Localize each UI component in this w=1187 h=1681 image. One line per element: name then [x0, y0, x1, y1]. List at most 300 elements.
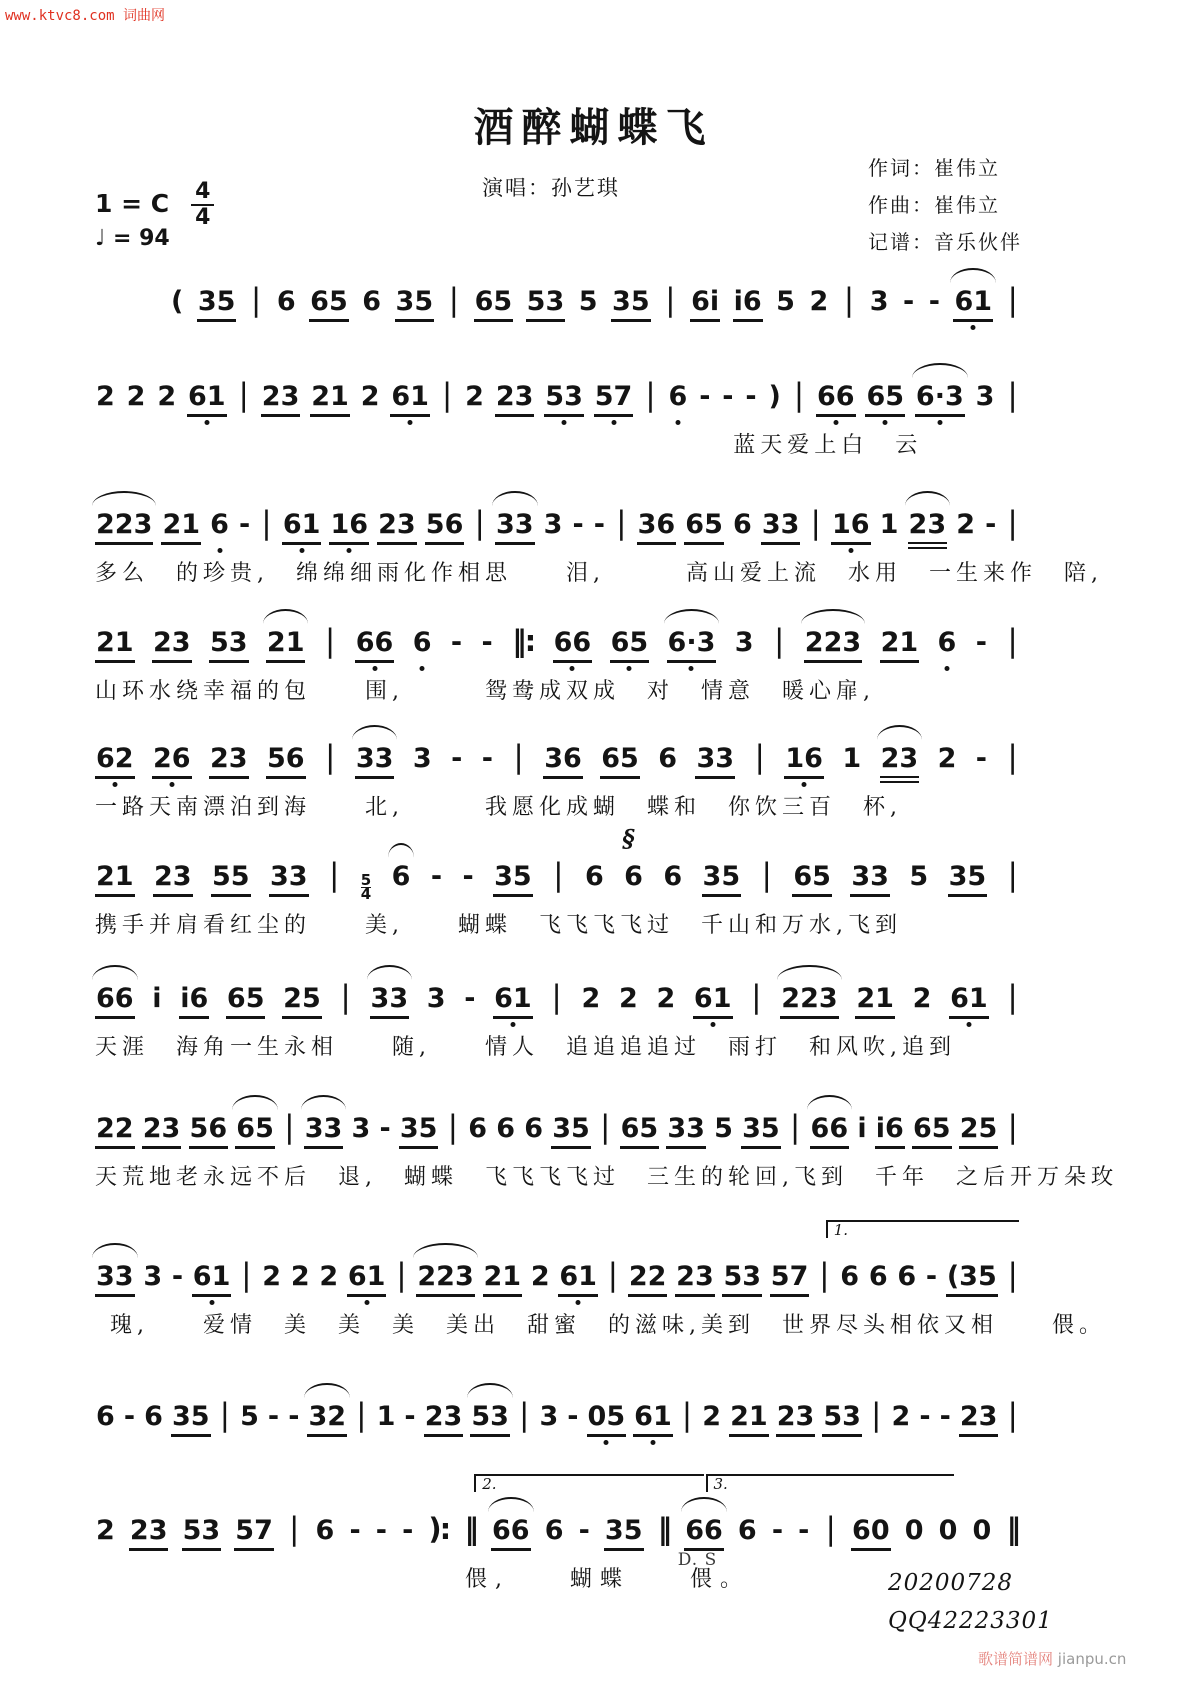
note-token: 6 [584, 861, 604, 892]
note-token: 6 [624, 861, 643, 892]
note-token: 53 [722, 1260, 762, 1297]
note-token: 223 [780, 982, 838, 1019]
note-token: 22 [628, 1260, 668, 1297]
barline: | [553, 857, 564, 893]
credits-block [868, 150, 1022, 261]
note-token: 2 [656, 983, 676, 1014]
note-token: 3 [975, 381, 995, 412]
note-token: 66 [816, 380, 856, 417]
barline: | [843, 282, 855, 318]
notes-row [95, 378, 1020, 417]
lyrics-line: 一路天南漂泊到海 北, 我愿化成蝴 蝶和 你饮三百 杯, [95, 795, 902, 820]
note-token: 23 [261, 380, 301, 417]
note-token: 33 [355, 742, 395, 779]
barline: | [551, 979, 562, 1015]
note-token: 21 [161, 508, 201, 545]
note-token: - [450, 627, 463, 658]
note-token: 35 [551, 1112, 591, 1149]
note-token: 5 [240, 1401, 259, 1432]
note-token: - [379, 1113, 391, 1144]
note-token: 3 [426, 983, 446, 1014]
barline: | [1007, 505, 1018, 541]
note-token: 5 [909, 861, 929, 892]
note-token: 2 [891, 1401, 911, 1432]
note-token: 2 [96, 1515, 115, 1546]
note-token: - [451, 743, 463, 774]
note-token: 35 [395, 285, 435, 322]
note-token: 16 [831, 508, 871, 545]
note-token: - [798, 1515, 810, 1546]
note-token: 2 [262, 1261, 282, 1292]
barline: | [751, 979, 762, 1015]
barline: | [396, 1257, 407, 1293]
note-token: 56 [266, 742, 306, 779]
note-token: 5 [578, 286, 598, 317]
barline: | [241, 1257, 252, 1293]
tempo-marking: ♩ = 94 [95, 226, 170, 251]
lyrics-line: 蓝天爱上白 云 [733, 433, 923, 458]
note-token: 35 [611, 285, 651, 322]
music-system-11 [95, 1475, 1020, 1612]
note-token: 5 4 [360, 871, 372, 903]
note-token: 61 [953, 285, 993, 322]
note-token: 36 [637, 508, 677, 545]
note-token: 65 [792, 860, 832, 897]
note-token: i6 [179, 982, 209, 1019]
barline: ‖ [1006, 1512, 1019, 1546]
note-token: i [857, 1113, 867, 1144]
note-token: 35 [399, 1112, 439, 1149]
note-token: 2 [912, 983, 932, 1014]
music-system-4 [95, 624, 1020, 724]
note-token: 6 [96, 1401, 115, 1432]
note-token: 33 [95, 1260, 135, 1297]
barline: | [871, 1397, 882, 1433]
note-token: 6 [276, 286, 296, 317]
transcriber-credit: 记谱：音乐伙伴 [868, 230, 1022, 254]
note-token: 2 [360, 381, 380, 412]
barline: ‖ [464, 1512, 477, 1546]
note-token: 57 [770, 1260, 810, 1297]
note-token: 3 [539, 1401, 559, 1432]
note-token: 33 [370, 982, 410, 1019]
note-token: 65 [865, 380, 905, 417]
barline: | [665, 282, 676, 318]
note-token: - [925, 1261, 938, 1292]
note-token: 61 [558, 1260, 598, 1297]
barline: | [681, 1397, 693, 1433]
note-token: - [349, 1515, 361, 1546]
note-token: 16 [784, 742, 824, 779]
note-token: 33 [761, 508, 801, 545]
note-token: 66 [491, 1514, 531, 1551]
note-token: 2 [581, 983, 601, 1014]
note-token: - [722, 381, 734, 412]
volta-bracket: 1. [826, 1220, 1019, 1238]
note-token: 65 [620, 1112, 660, 1149]
note-token: 23 [424, 1400, 464, 1437]
barline: | [474, 505, 485, 541]
note-token: 2 [126, 381, 146, 412]
note-token: ( [171, 286, 184, 317]
lyrics-line: 天涯 海角一生永相 随, 情人 追追追追过 雨打 和风吹,追到 [95, 1035, 956, 1060]
note-token: - [171, 1261, 184, 1292]
note-token: 0 [972, 1515, 992, 1546]
note-token: 6 [544, 1515, 564, 1546]
note-token: 61 [493, 982, 533, 1019]
note-token: - [288, 1401, 300, 1432]
note-token: - [578, 1515, 590, 1546]
barline: | [328, 857, 340, 893]
notes-row [95, 624, 1020, 663]
note-token: 21 [855, 982, 895, 1019]
note-token: 53 [822, 1400, 862, 1437]
note-token: 6 [524, 1113, 544, 1144]
barline: | [324, 623, 336, 659]
note-token: 6 [937, 627, 957, 658]
note-token: 23 [153, 860, 193, 897]
note-token: 223 [804, 626, 862, 663]
note-token: i6 [733, 285, 763, 322]
note-token: 1 [879, 509, 899, 540]
note-token: 23 [377, 508, 417, 545]
barline: | [599, 1109, 611, 1145]
barline: | [288, 1511, 300, 1547]
lyrics-line: 多么 的珍贵, 绵绵细雨化作相思 泪, 高山爱上流 水用 一生来作 陪, [95, 561, 1103, 586]
note-token: 23 [776, 1400, 816, 1437]
note-token: 2 [937, 743, 957, 774]
note-token: - [975, 627, 987, 658]
barline: | [754, 739, 765, 775]
barline: | [1007, 282, 1018, 318]
note-token: 6i [690, 285, 720, 322]
note-token: 25 [959, 1112, 999, 1149]
notes-row [95, 506, 1020, 549]
footer-site-watermark: 歌谱简谱网 jianpu.cn [978, 1650, 1127, 1668]
barline: | [773, 623, 785, 659]
note-token: 66 [553, 626, 593, 663]
note-token: 65 [235, 1112, 275, 1149]
notes-row [170, 283, 1020, 322]
note-token: 56 [425, 508, 465, 545]
note-token: 6 [737, 1515, 757, 1546]
composer-credit: 作曲：崔伟立 [868, 193, 1000, 217]
note-token: - [238, 509, 251, 540]
note-token: 61 [187, 380, 227, 417]
notes-row [95, 1512, 1020, 1551]
note-token: 23 [675, 1260, 715, 1297]
note-token: 61 [282, 508, 322, 545]
note-token: ) [768, 381, 781, 412]
barline: | [284, 1109, 295, 1145]
barline: | [261, 505, 272, 541]
notes-row [95, 1110, 1020, 1149]
note-token: - [481, 743, 493, 774]
note-token: 2 [809, 286, 829, 317]
lyricist-credit: 作词：崔伟立 [868, 156, 1000, 180]
note-token: 6 [663, 861, 683, 892]
note-token: 0 [904, 1515, 924, 1546]
note-token: - [939, 1401, 951, 1432]
note-token: 21 [310, 380, 350, 417]
barline: | [1007, 623, 1018, 659]
barline: | [819, 1257, 830, 1293]
note-token: 2 [290, 1261, 310, 1292]
barline: | [238, 377, 249, 413]
note-token: 16 [329, 508, 369, 545]
note-token: i [152, 983, 162, 1014]
music-system-5 [95, 740, 1020, 840]
barline: | [356, 1397, 367, 1433]
note-token: 1 [842, 743, 862, 774]
key-signature: 1 = C $\frac{4}{4}$ [95, 180, 214, 230]
footer-site-domain: jianpu.cn [1057, 1650, 1127, 1668]
note-token: 223 [416, 1260, 474, 1297]
note-token: 6 [412, 627, 432, 658]
barline: | [219, 1397, 231, 1433]
note-token: 23 [142, 1112, 182, 1149]
music-system-3 [95, 505, 1103, 606]
barline: | [1007, 1397, 1018, 1433]
barline: ‖ [657, 1512, 671, 1546]
note-token: 32 [307, 1400, 347, 1437]
note-token: 1 [376, 1401, 396, 1432]
time-signature: $\frac{4}{4}$ [191, 180, 214, 230]
music-system-7 [95, 980, 1020, 1080]
note-token: 6 [658, 743, 678, 774]
note-token: 21 [95, 626, 135, 663]
note-token: 65 [600, 742, 640, 779]
note-token: 3 [543, 509, 563, 540]
note-token: 2 [530, 1261, 550, 1292]
barline: | [448, 282, 460, 318]
note-token: 2 [618, 983, 638, 1014]
note-token: (35 [946, 1260, 998, 1297]
note-token: 61 [633, 1400, 673, 1437]
note-token: 223 [95, 508, 153, 545]
note-token: 60 [851, 1514, 891, 1551]
note-token: 61 [347, 1260, 387, 1297]
barline: | [607, 1257, 619, 1293]
note-token: 53 [526, 285, 566, 322]
note-token: 21 [95, 860, 135, 897]
note-token: 6 [315, 1515, 335, 1546]
barline: | [441, 377, 453, 413]
lyrics-line: 天荒地老永远不后 退, 蝴蝶 飞飞飞飞过 三生的轮回,飞到 千年 之后开万朵玫 [95, 1165, 1118, 1190]
note-token: - [699, 381, 711, 412]
note-token: 61 [192, 1260, 232, 1297]
barline: | [1007, 1257, 1018, 1293]
note-token: 23 [209, 742, 249, 779]
footer-qq-number: QQ42223301 [888, 1608, 1053, 1634]
note-token: 6 [668, 381, 688, 412]
note-token: 65 [912, 1112, 952, 1149]
lyrics-line: 瑰, 爱情 美 美 美 美出 甜蜜 的滋味,美到 世界尽头相依又相 偎。 [110, 1313, 1106, 1338]
note-token: 57 [594, 380, 634, 417]
note-token: 23 [959, 1400, 999, 1437]
music-system-8 [95, 1109, 1118, 1210]
note-token: 66 [355, 626, 395, 663]
notes-row [95, 740, 1020, 783]
note-token: 33 [304, 1112, 344, 1149]
volta-bracket: 3. [706, 1474, 955, 1492]
note-token: 6 [210, 509, 229, 540]
note-token: 3 [143, 1261, 163, 1292]
barline: | [825, 1511, 836, 1547]
note-token: - [123, 1401, 136, 1432]
note-token: 53 [470, 1400, 510, 1437]
note-token: 6 [391, 861, 411, 892]
note-token: 3 [734, 627, 754, 658]
note-token: 65 [309, 285, 349, 322]
notes-row [95, 1398, 1020, 1437]
barline: | [1007, 739, 1018, 775]
barline: | [1007, 377, 1018, 413]
barline: | [325, 739, 336, 775]
barline: | [789, 1109, 801, 1145]
note-token: 2 [956, 509, 975, 540]
note-token: 66 [684, 1514, 724, 1551]
note-token: - [462, 861, 474, 892]
barline: ): [428, 1512, 450, 1546]
note-token: - [267, 1401, 280, 1432]
note-token: 53 [209, 626, 249, 663]
note-token: 33 [495, 508, 535, 545]
note-token: - [404, 1401, 416, 1432]
note-token: - [593, 509, 606, 540]
barline: ‖: [512, 624, 535, 658]
barline: | [810, 505, 821, 541]
site-watermark: www.ktvc8.com 词曲网 [5, 8, 166, 24]
note-token: 3 [412, 743, 432, 774]
segno-mark: § [622, 824, 635, 853]
note-token: 35 [741, 1112, 781, 1149]
music-system-9 [95, 1221, 1106, 1358]
note-token: - [464, 983, 476, 1014]
barline: | [447, 1109, 459, 1145]
notes-row [95, 858, 1020, 901]
notes-row [95, 1258, 1020, 1297]
note-token: - [572, 509, 584, 540]
note-token: 21 [266, 626, 306, 663]
note-token: 66 [95, 982, 135, 1019]
note-token: 25 [282, 982, 322, 1019]
note-token: 23 [880, 742, 920, 783]
note-token: 26 [152, 742, 192, 779]
note-token: 33 [666, 1112, 706, 1149]
lyrics-line: 偎, 蝴蝶 偎。 [465, 1567, 750, 1592]
note-token: 53 [544, 380, 584, 417]
note-token: 2 [465, 381, 484, 412]
note-token: 2 [702, 1401, 722, 1432]
note-token: 21 [729, 1400, 769, 1437]
note-token: 23 [495, 380, 535, 417]
barline: | [645, 377, 656, 413]
note-token: 62 [95, 742, 135, 779]
note-token: - [985, 509, 997, 540]
note-token: 5 [776, 286, 795, 317]
note-token: 65 [610, 626, 650, 663]
note-token: 36 [543, 742, 583, 779]
barline: | [513, 739, 524, 775]
note-token: 23 [152, 626, 192, 663]
note-token: 22 [95, 1112, 135, 1149]
song-title: 酒醉蝴蝶飞 [473, 105, 714, 151]
note-token: 6 [840, 1261, 860, 1292]
note-token: - [919, 1401, 931, 1432]
note-token: - [745, 381, 757, 412]
note-token: 23 [908, 508, 948, 549]
note-token: 05 [587, 1400, 627, 1437]
note-token: 66 [810, 1112, 850, 1149]
note-token: 57 [234, 1514, 274, 1551]
barline: | [1007, 857, 1018, 893]
note-token: 33 [850, 860, 890, 897]
note-token: 6 [144, 1401, 163, 1432]
note-token: 6 [868, 1261, 888, 1292]
music-system-6 [95, 824, 1020, 958]
barline: | [250, 282, 262, 318]
note-token: 61 [949, 982, 989, 1019]
volta-bracket: 2. [474, 1474, 704, 1492]
note-token: 2 [157, 381, 177, 412]
barline: | [793, 377, 805, 413]
note-token: 65 [474, 285, 514, 322]
note-token: - [903, 286, 915, 317]
note-token: 65 [684, 508, 724, 545]
lyrics-line: 山环水绕幸福的包 围, 鸳鸯成双成 对 情意 暖心扉, [95, 679, 875, 704]
note-token: 33 [695, 742, 735, 779]
singer-credit: 演唱：孙艺琪 [482, 176, 620, 200]
note-token: 21 [880, 626, 920, 663]
note-token: 35 [948, 860, 988, 897]
note-token: 6 [362, 286, 382, 317]
barline: | [616, 505, 627, 541]
barline: | [1007, 1109, 1018, 1145]
notes-row [95, 980, 1020, 1019]
note-token: 3 [351, 1113, 371, 1144]
note-token: 65 [226, 982, 266, 1019]
note-token: 21 [483, 1260, 523, 1297]
note-token: 3 [869, 286, 889, 317]
note-token: 56 [189, 1112, 229, 1149]
music-system-2 [95, 378, 1020, 478]
note-token: 6·3 [915, 380, 965, 417]
note-token: 35 [171, 1400, 211, 1437]
note-token: 55 [211, 860, 251, 897]
note-token: 0 [938, 1515, 958, 1546]
barline: | [761, 857, 772, 893]
note-token: 61 [390, 380, 430, 417]
note-token: - [975, 743, 987, 774]
note-token: 5 [714, 1113, 733, 1144]
barline: | [340, 979, 351, 1015]
note-token: 2 [96, 381, 115, 412]
note-token: 35 [197, 285, 237, 322]
note-token: - [928, 286, 940, 317]
note-token: - [430, 861, 443, 892]
barline: | [518, 1397, 530, 1433]
note-token: i6 [875, 1112, 905, 1149]
note-token: 6 [468, 1113, 488, 1144]
barline: | [1007, 979, 1018, 1015]
note-token: - [402, 1515, 414, 1546]
music-system-1 [170, 283, 1020, 383]
note-token: 6 [897, 1261, 917, 1292]
note-token: 35 [702, 860, 742, 897]
note-token: 53 [182, 1514, 222, 1551]
note-token: 33 [269, 860, 309, 897]
